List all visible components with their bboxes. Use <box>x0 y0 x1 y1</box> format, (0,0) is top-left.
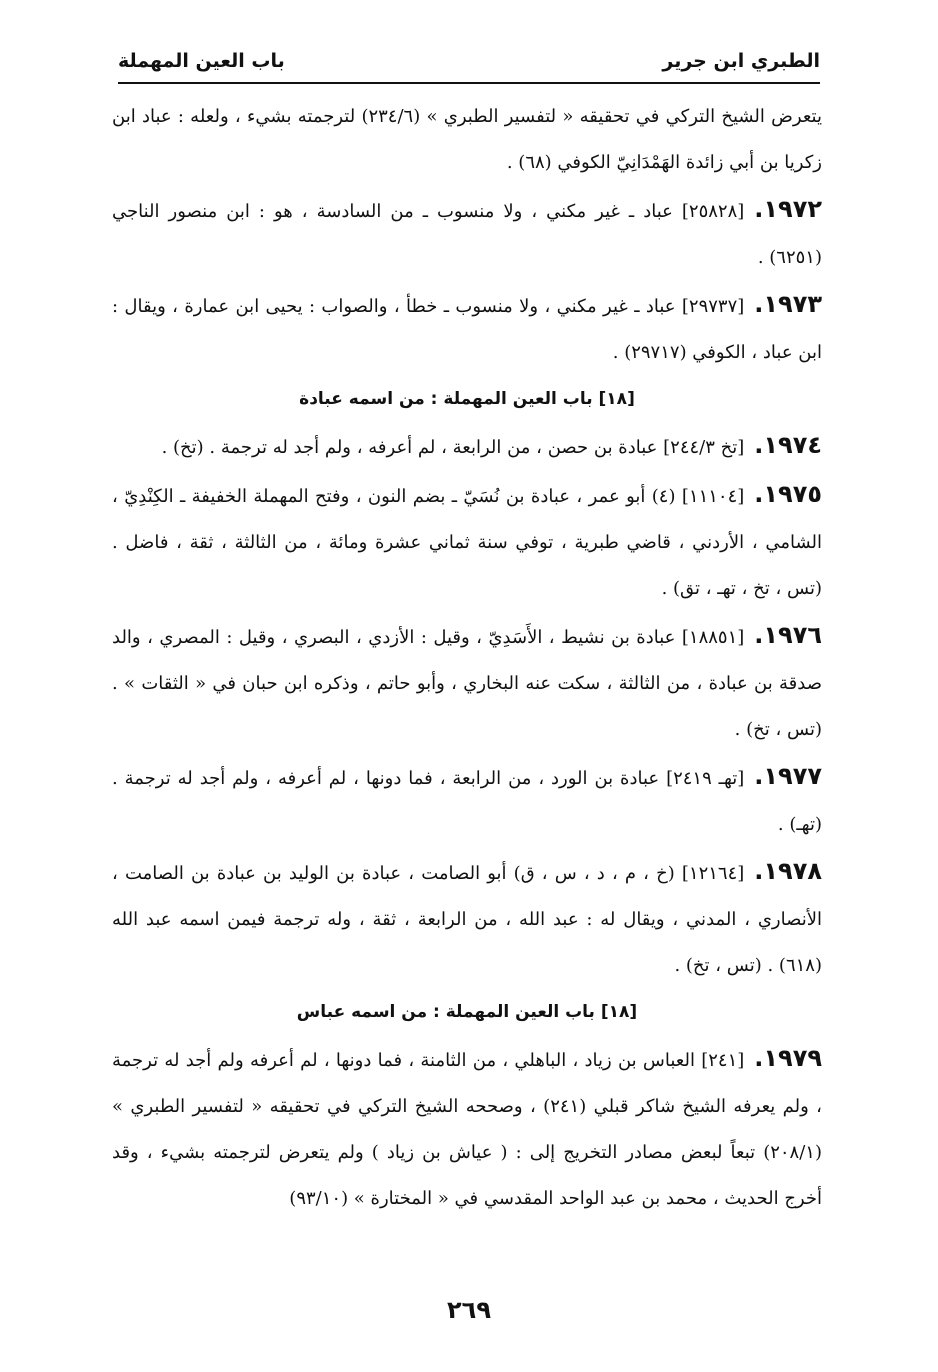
entry-number: ١٩٧٨. <box>754 857 822 885</box>
entry-number: ١٩٧٧. <box>754 762 822 790</box>
entry-1977 <box>112 753 822 848</box>
entry-number: ١٩٧٦. <box>754 621 822 649</box>
entry-text: [تهـ ٢٤١٩] عبادة بن الورد ، من الرابعة ، فما دونها ، لم أعرفه ، ولم أجد له ترجمة . (تهـ) . <box>112 768 822 835</box>
entry-text: [٢٤١] العباس بن زياد ، الباهلي ، من الثامنة ، فما دونها ، لم أعرفه ولم أجد له ترجمة ، ولم يعرفه الشيخ شاكر قبلي (٢٤١) ، وصححه الشيخ التركي في تحقيقه « لتفسير الطبري » (٢٠٨/١) تبعاً لبعض مصادر التخريج إلى : ( عياش بن زياد ) ولم يتعرض لترجمته بشيء ، وقد أخرج الحديث ، محمد بن عبد الواحد المقدسي في « المختارة » (٩٣/١٠) <box>112 1050 822 1209</box>
entry-1972 <box>112 186 822 281</box>
entry-1974 <box>112 422 822 471</box>
header-book-title: الطبري ابن جرير <box>662 50 820 72</box>
section-heading-abbas: [١٨] باب العين المهملة : من اسمه عباس <box>296 1002 638 1022</box>
section-heading-ubada: [١٨] باب العين المهملة : من اسمه عبادة <box>299 389 635 409</box>
entry-number: ١٩٧٣. <box>754 290 822 318</box>
header-chapter-title: باب العين المهملة <box>118 50 285 72</box>
intro-paragraph: يتعرض الشيخ التركي في تحقيقه « لتفسير الطبري » (٢٣٤/٦) لترجمته بشيء ، ولعله : عباد ابن زكريا بن أبي زائدة الهَمْدَانِيّ الكوفي (٦٨) . <box>112 106 822 173</box>
page-number: ٢٦٩ <box>447 1296 491 1324</box>
entry-text: [١٨٨٥١] عبادة بن نشيط ، الأَسَدِيّ ، وقيل : الأزدي ، البصري ، وقيل : المصري ، والد صدقة بن عبادة ، من الثالثة ، سكت عنه البخاري ، وأبو حاتم ، وذكره ابن حبان في « الثقات » . (تس ، تخ) . <box>112 627 822 740</box>
entry-number: ١٩٧٥. <box>754 480 822 508</box>
entry-1973 <box>112 281 822 376</box>
entry-number: ١٩٧٩. <box>754 1044 822 1072</box>
entry-text: [٢٩٧٣٧] عباد ـ غير مكني ، ولا منسوب ـ خطأ ، والصواب : يحيى ابن عمارة ، ويقال : ابن عباد ، الكوفي (٢٩٧١٧) . <box>112 296 822 363</box>
entry-number: ١٩٧٢. <box>754 195 822 223</box>
entry-1978 <box>112 848 822 989</box>
entry-text: [١١١٠٤] (٤) أبو عمر ، عبادة بن نُسَيّ ـ بضم النون ، وفتح المهملة الخفيفة ـ الكِنْدِيّ ، الشامي ، الأردني ، قاضي طبرية ، توفي سنة ثماني عشرة ومائة ، من الثالثة ، ثقة ، فاضل . (تس ، تخ ، تهـ ، تق) . <box>112 486 822 599</box>
entry-text: [١٢١٦٤] (خ ، م ، د ، س ، ق) أبو الصامت ، عبادة بن الوليد بن عبادة بن الصامت ، الأنصاري ، المدني ، ويقال له : عبد الله ، من الرابعة ، ثقة ، وله ترجمة فيمن اسمه عبد الله (٦١٨) . (تس ، تخ) . <box>112 863 822 976</box>
page-body <box>112 94 822 1222</box>
entry-number: ١٩٧٤. <box>754 431 822 459</box>
entry-text: [٢٥٨٢٨] عباد ـ غير مكني ، ولا منسوب ـ من السادسة ، هو : ابن منصور الناجي (٦٢٥١) . <box>112 201 822 268</box>
entry-text: [تخ ٢٤٤/٣] عبادة بن حصن ، من الرابعة ، لم أعرفه ، ولم أجد له ترجمة . (تخ) . <box>161 437 745 458</box>
entry-1976 <box>112 612 822 753</box>
running-header <box>118 40 820 84</box>
entry-1975 <box>112 471 822 612</box>
entry-1979 <box>112 1035 822 1222</box>
